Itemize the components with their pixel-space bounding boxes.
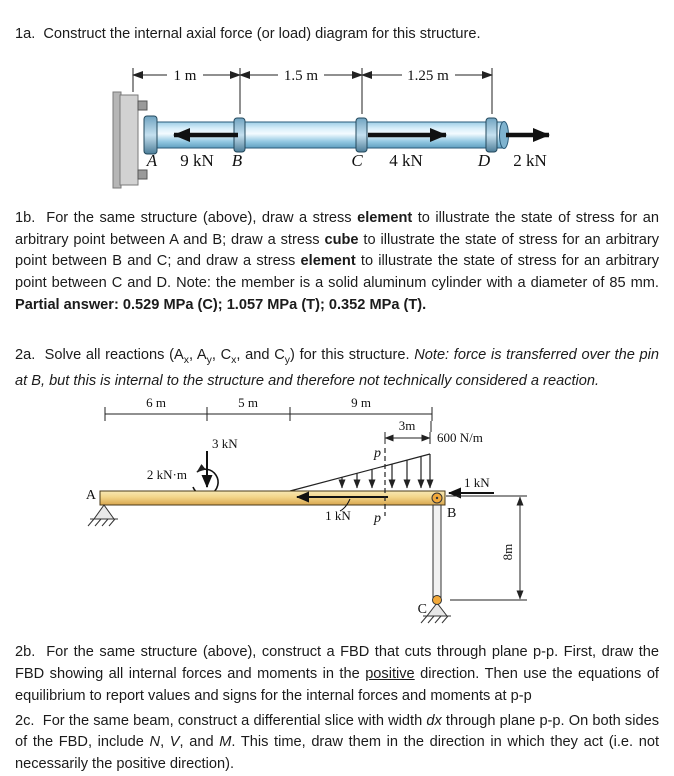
force-label-4kn: 4 kN bbox=[389, 150, 423, 170]
point-label-b: B bbox=[231, 150, 243, 170]
problem-2b-text: 2b. For the same structure (above), construct a FBD that cuts through plane p-p. First, draw the FBD showing all internal forces and moments in the positive direction. Then use the equations of equilibrium to report values and signs for the internal forces and moments at p-p bbox=[15, 644, 659, 704]
point-label-a2: A bbox=[85, 488, 96, 504]
beam bbox=[100, 491, 445, 505]
problem-2a-text: 2a. Solve all reactions ($A_x$, $A_y$, $C_x$, and $C_y$) for this structure. Note: force is transferred over the pin at B, but this is internal to the structure and therefore not technically considered a reaction. bbox=[15, 346, 659, 390]
pin-c bbox=[433, 596, 442, 605]
point-label-d: D bbox=[477, 150, 491, 170]
force-label-3kn: 3 kN bbox=[212, 436, 238, 452]
point-label-b2: B bbox=[447, 506, 457, 522]
dim-label-5m: 5 m bbox=[238, 395, 258, 411]
dist-load-label: 600 N/m bbox=[437, 430, 483, 446]
support-a-pin bbox=[88, 505, 118, 526]
wall-bolt-top bbox=[138, 101, 147, 110]
rod-collar-c bbox=[356, 118, 367, 152]
pin-b-center bbox=[436, 497, 438, 499]
point-label-a: A bbox=[146, 150, 158, 170]
dim-label-1-5m: 1.5 m bbox=[283, 67, 319, 84]
figure-2a-beam-structure bbox=[0, 394, 674, 629]
point-label-c2: C bbox=[417, 602, 427, 618]
wall bbox=[113, 92, 147, 188]
dim-label-9m: 9 m bbox=[351, 395, 371, 411]
dim-label-8m: 8m bbox=[500, 543, 515, 561]
figure-1a-axial-member bbox=[0, 50, 674, 200]
force-label-2kn: 2 kN bbox=[513, 150, 547, 170]
dim-label-6m: 6 m bbox=[146, 395, 166, 411]
problem-1a-text: 1a. Construct the internal axial force (or load) diagram for this structure. bbox=[15, 26, 481, 42]
rod-collar-d bbox=[486, 118, 497, 152]
column-bc bbox=[433, 505, 441, 598]
dim-label-1m: 1 m bbox=[173, 67, 197, 84]
dim-label-3m: 3m bbox=[398, 418, 416, 434]
dim-label-1-25m: 1.25 m bbox=[407, 67, 449, 84]
plane-label-p-top: p bbox=[374, 446, 381, 462]
force-label-9kn: 9 kN bbox=[180, 150, 214, 170]
rod-flange-a bbox=[144, 116, 157, 154]
point-label-c: C bbox=[351, 150, 363, 170]
force-label-1kn-b: 1 kN bbox=[464, 475, 490, 491]
moment-label-2knm: 2 kN·m bbox=[146, 467, 187, 483]
wall-bolt-bottom bbox=[138, 170, 147, 179]
force-label-1kn-beam: 1 kN bbox=[325, 508, 351, 524]
problem-2c-text: 2c. For the same beam, construct a differential slice with width dx through plane p-p. On both sides of the FBD, include N, V, and M. This time, draw them in the direction in which they act (i.e. not necessarily the positive direction). bbox=[15, 712, 659, 773]
plane-label-p-bottom: p bbox=[374, 511, 381, 527]
distributed-load bbox=[290, 454, 430, 491]
problem-1b-text: 1b. For the same structure (above), draw a stress element to illustrate the state of stress for an arbitrary point between A and B; draw a stress cube to illustrate the state of stress for an arbitrary point between B and C; and draw a stress element to illustrate the state of stress for an arbitrary point between C and D. Note: the member is a solid aluminum cylinder with a diameter of 85 mm. Partial answer: 0.529 MPa (C); 1.057 MPa (T); 0.352 MPa (T). bbox=[15, 209, 660, 313]
